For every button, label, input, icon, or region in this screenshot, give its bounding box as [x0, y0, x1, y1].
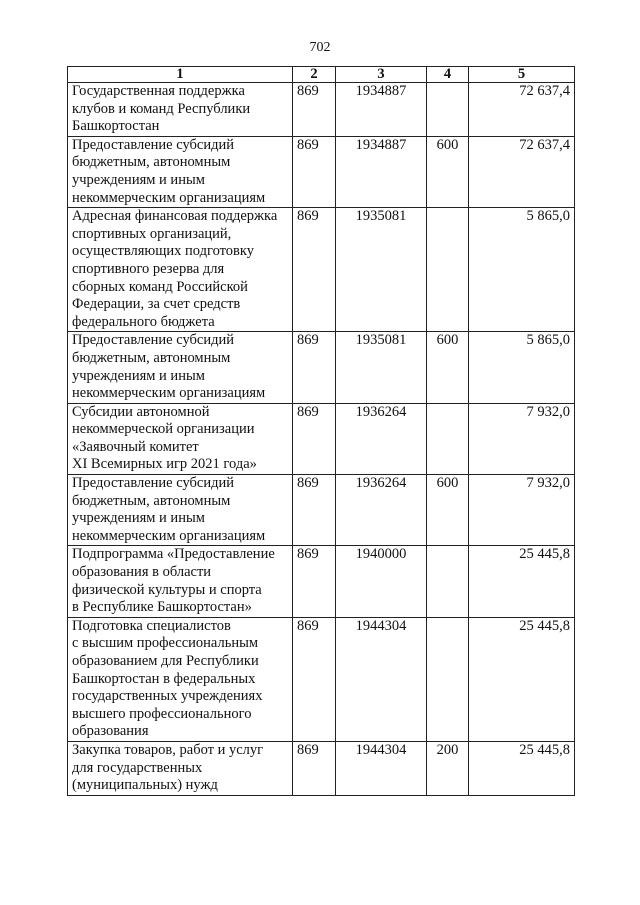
row-name-line: Башкортостан	[72, 118, 160, 135]
row-name-line: Подготовка специалистов	[72, 617, 231, 634]
page-number: 702	[309, 40, 331, 55]
code-cell: 869	[293, 136, 336, 207]
header-row	[68, 67, 575, 83]
row-name-line: некоммерческим организациям	[72, 385, 266, 402]
row-name-line: государственных учреждениях	[72, 688, 263, 705]
row-name-line: образования в области	[72, 564, 212, 581]
table-row	[68, 332, 575, 403]
row-name-line: XI Всемирных игр 2021 года»	[72, 456, 257, 473]
amount-cell: 72 637,4	[469, 136, 575, 207]
column-header: 2	[293, 67, 336, 83]
table-body	[68, 83, 575, 796]
row-name-line: для государственных	[72, 759, 203, 776]
type-cell	[427, 208, 469, 332]
code-cell: 869	[293, 83, 336, 137]
row-name-line: некоммерческим организациям	[72, 527, 266, 544]
row-name-line: (муниципальных) нужд	[72, 777, 218, 794]
type-cell	[427, 617, 469, 741]
article-cell: 1944304	[336, 741, 427, 795]
code-cell: 869	[293, 617, 336, 741]
row-name-cell	[68, 83, 293, 137]
column-header: 5	[469, 67, 575, 83]
row-name-cell	[68, 403, 293, 474]
row-name-cell	[68, 332, 293, 403]
article-cell: 1936264	[336, 475, 427, 546]
row-name-line: учреждениям и иным	[72, 510, 205, 527]
row-name-line: Предоставление субсидий	[72, 475, 235, 492]
column-header: 1	[68, 67, 293, 83]
row-name-line: некоммерческим организациям	[72, 189, 266, 206]
row-name-line: сборных команд Российской	[72, 278, 248, 295]
amount-cell: 25 445,8	[469, 617, 575, 741]
type-cell	[427, 403, 469, 474]
code-cell: 869	[293, 208, 336, 332]
amount-cell: 5 865,0	[469, 332, 575, 403]
row-name-line: Федерации, за счет средств	[72, 296, 241, 313]
row-name-line: Государственная поддержка	[72, 83, 245, 99]
code-cell: 869	[293, 741, 336, 795]
code-cell: 869	[293, 403, 336, 474]
table-row	[68, 208, 575, 332]
row-name-line: Предоставление субсидий	[72, 332, 235, 349]
row-name-line: спортивного резерва для	[72, 260, 225, 277]
table-row	[68, 741, 575, 795]
amount-cell: 25 445,8	[469, 741, 575, 795]
amount-cell: 7 932,0	[469, 475, 575, 546]
type-cell	[427, 546, 469, 617]
row-name-line: «Заявочный комитет	[72, 438, 199, 455]
code-cell: 869	[293, 546, 336, 617]
article-cell: 1934887	[336, 83, 427, 137]
row-name-line: Предоставление субсидий	[72, 136, 235, 153]
row-name-line: учреждениям и иным	[72, 171, 205, 188]
article-cell: 1936264	[336, 403, 427, 474]
row-name-line: осуществляющих подготовку	[72, 243, 254, 260]
article-cell: 1934887	[336, 136, 427, 207]
row-name-line: бюджетным, автономным	[72, 349, 231, 366]
row-name-line: бюджетным, автономным	[72, 154, 231, 171]
code-cell: 869	[293, 475, 336, 546]
row-name-line: высшего профессионального	[72, 705, 252, 722]
table-row	[68, 617, 575, 741]
row-name-cell	[68, 136, 293, 207]
row-name-line: некоммерческой организации	[72, 421, 255, 438]
row-name-line: с высшим профессиональным	[72, 635, 258, 652]
amount-cell: 7 932,0	[469, 403, 575, 474]
row-name-line: образованием для Республики	[72, 653, 259, 669]
row-name-line: Субсидии автономной	[72, 403, 210, 420]
row-name-cell	[68, 208, 293, 332]
row-name-line: Адресная финансовая поддержка	[72, 208, 278, 225]
row-name-line: в Республике Башкортостан»	[72, 599, 252, 616]
row-name-line: Башкортостан в федеральных	[72, 670, 256, 687]
type-cell	[427, 83, 469, 137]
row-name-line: образования	[72, 723, 149, 740]
type-cell: 600	[427, 136, 469, 207]
row-name-line: клубов и команд Республики	[72, 100, 251, 117]
table-row	[68, 546, 575, 617]
row-name-line: бюджетным, автономным	[72, 492, 231, 509]
table-row	[68, 136, 575, 207]
budget-table	[67, 66, 575, 796]
article-cell: 1935081	[336, 208, 427, 332]
code-cell: 869	[293, 332, 336, 403]
type-cell: 200	[427, 741, 469, 795]
column-header: 3	[336, 67, 427, 83]
row-name-line: Закупка товаров, работ и услуг	[72, 741, 264, 758]
type-cell: 600	[427, 332, 469, 403]
row-name-line: федерального бюджета	[72, 313, 215, 330]
row-name-line: физической культуры и спорта	[72, 581, 262, 598]
article-cell: 1940000	[336, 546, 427, 617]
table-row	[68, 83, 575, 137]
amount-cell: 72 637,4	[469, 83, 575, 137]
column-header: 4	[427, 67, 469, 83]
row-name-line: спортивных организаций,	[72, 225, 232, 242]
amount-cell: 5 865,0	[469, 208, 575, 332]
amount-cell: 25 445,8	[469, 546, 575, 617]
article-cell: 1935081	[336, 332, 427, 403]
row-name-cell	[68, 617, 293, 741]
row-name-cell	[68, 475, 293, 546]
row-name-cell	[68, 741, 293, 795]
row-name-cell	[68, 546, 293, 617]
article-cell: 1944304	[336, 617, 427, 741]
row-name-line: учреждениям и иным	[72, 367, 205, 384]
table-row	[68, 403, 575, 474]
table-row	[68, 475, 575, 546]
type-cell: 600	[427, 475, 469, 546]
row-name-line: Подпрограмма «Предоставление	[72, 546, 275, 563]
